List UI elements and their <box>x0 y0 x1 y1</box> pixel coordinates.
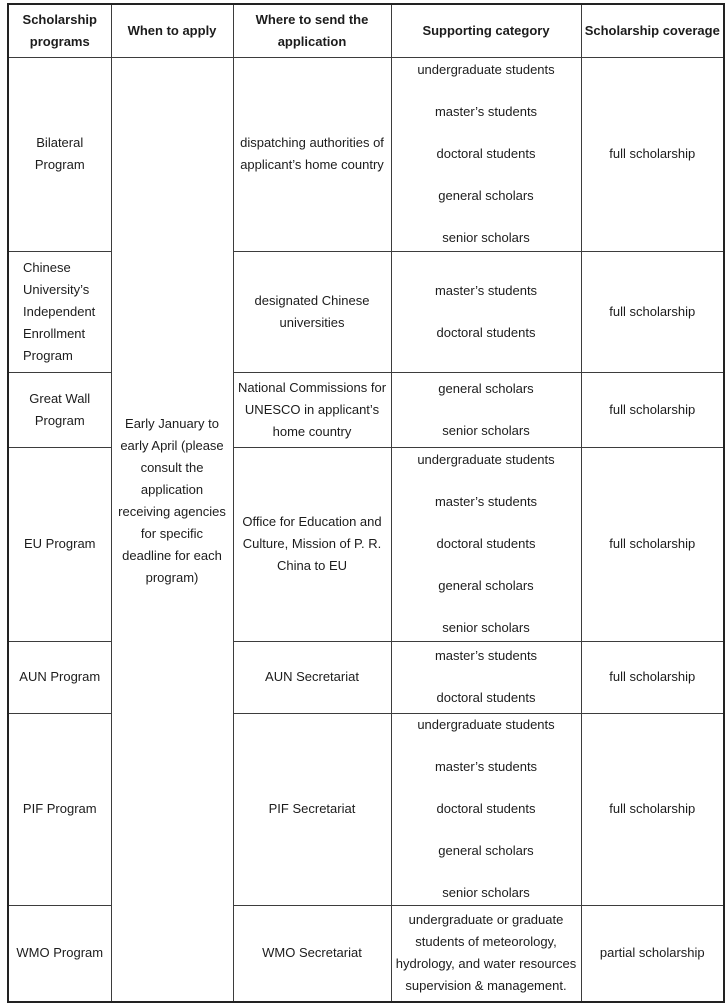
category-text-line: students of meteorology, <box>415 934 557 950</box>
cell-coverage-pif <box>581 713 724 905</box>
header-text-line: application <box>277 33 347 49</box>
cell-categories-pif <box>391 713 581 905</box>
cell-coverage-aun <box>581 641 724 713</box>
where-text-line: dispatching authorities of <box>240 135 384 150</box>
where-text-line: AUN Secretariat <box>265 669 359 684</box>
program-name-line: Independent <box>23 303 96 319</box>
category-list <box>392 58 581 250</box>
when-text-line: deadline for each <box>122 548 222 564</box>
cell-program-wmo <box>8 905 111 1002</box>
program-name-line: Bilateral <box>36 135 84 150</box>
where-text-line: designated Chinese <box>254 292 370 308</box>
category-text-line: undergraduate or graduate <box>408 912 564 928</box>
cell-program-bilateral <box>8 57 111 251</box>
table-row-bilateral <box>8 57 724 251</box>
category-item: doctoral students <box>436 324 536 340</box>
when-text-line: program) <box>145 570 199 586</box>
cell-program-chinese-university <box>8 251 111 372</box>
category-item: master’s students <box>434 648 538 663</box>
cell-where-pif <box>233 713 391 905</box>
where-text-line: Office for Education and <box>242 514 382 529</box>
category-paragraph <box>392 906 581 1001</box>
when-text-line: application <box>140 482 204 498</box>
coverage-text: partial scholarship <box>599 945 705 961</box>
cell-where-chinese-university <box>233 251 391 372</box>
scholarship-programs-table <box>7 3 725 1003</box>
cell-coverage-chinese-university <box>581 251 724 372</box>
when-text-line: for specific <box>140 526 204 542</box>
where-text-line: home country <box>272 423 352 439</box>
where-text-line: PIF Secretariat <box>268 801 356 816</box>
coverage-text: full scholarship <box>609 669 696 684</box>
category-item: senior scholars <box>442 422 530 438</box>
program-name-line: AUN Program <box>19 669 101 684</box>
where-text-line: applicant’s home country <box>240 157 384 172</box>
header-text-line: Scholarship <box>22 11 97 27</box>
header-text-line: When to apply <box>127 22 217 38</box>
category-item: general scholars <box>438 380 534 396</box>
coverage-text: full scholarship <box>609 536 696 551</box>
cell-categories-bilateral <box>391 57 581 251</box>
cell-where-aun <box>233 641 391 713</box>
category-item: master’s students <box>434 494 538 509</box>
cell-where-eu <box>233 447 391 641</box>
header-text-line: Scholarship coverage <box>584 22 720 38</box>
category-item: master’s students <box>434 759 538 774</box>
category-item: doctoral students <box>436 146 536 161</box>
category-item: general scholars <box>438 188 534 203</box>
cell-categories-great-wall <box>391 372 581 447</box>
cell-program-eu <box>8 447 111 641</box>
cell-coverage-bilateral <box>581 57 724 251</box>
coverage-text: full scholarship <box>609 146 696 161</box>
when-text-line: receiving agencies <box>118 504 226 520</box>
cell-where-great-wall <box>233 372 391 447</box>
category-list <box>392 642 581 712</box>
category-item: senior scholars <box>442 230 530 245</box>
category-list <box>392 448 581 640</box>
category-list <box>392 373 581 446</box>
category-item: undergraduate students <box>417 717 555 732</box>
where-text-line: China to EU <box>276 558 348 573</box>
program-name-line: Chinese <box>23 259 71 275</box>
category-text-line: supervision & management. <box>405 978 567 994</box>
program-name-line: EU Program <box>23 536 96 551</box>
where-text-line: National Commissions for <box>237 379 387 395</box>
cell-categories-wmo <box>391 905 581 1002</box>
category-item: senior scholars <box>442 885 530 900</box>
category-item: doctoral students <box>436 690 536 705</box>
program-name-line: Great Wall <box>29 390 91 406</box>
cell-program-great-wall <box>8 372 111 447</box>
program-name-line: PIF Program <box>22 801 97 816</box>
category-item: doctoral students <box>436 536 536 551</box>
cell-coverage-wmo <box>581 905 724 1002</box>
header-text-line: programs <box>29 33 90 49</box>
cell-program-pif <box>8 713 111 905</box>
category-item: general scholars <box>438 843 534 858</box>
cell-categories-eu <box>391 447 581 641</box>
program-name-line: University’s <box>23 281 90 297</box>
cell-where-wmo <box>233 905 391 1002</box>
cell-categories-chinese-university <box>391 251 581 372</box>
where-text-line: WMO Secretariat <box>262 945 362 961</box>
category-list <box>392 252 581 371</box>
coverage-text: full scholarship <box>609 401 696 417</box>
category-item: master’s students <box>434 104 538 119</box>
category-item: general scholars <box>438 578 534 593</box>
coverage-text: full scholarship <box>609 303 696 319</box>
category-list <box>392 714 581 904</box>
coverage-text: full scholarship <box>609 801 696 816</box>
cell-where-bilateral <box>233 57 391 251</box>
header-row <box>8 4 724 57</box>
cell-categories-aun <box>391 641 581 713</box>
header-cell-scholarship-coverage <box>581 4 724 57</box>
category-item: master’s students <box>434 282 538 298</box>
program-name-line: Program <box>23 347 73 363</box>
header-text-line: Supporting category <box>422 22 550 38</box>
header-cell-supporting-category <box>391 4 581 57</box>
when-to-apply-text <box>112 59 233 999</box>
where-text-line: universities <box>279 314 345 330</box>
cell-coverage-eu <box>581 447 724 641</box>
header-cell-where-to-send <box>233 4 391 57</box>
program-name-line: WMO Program <box>16 945 104 961</box>
cell-when-to-apply-merged <box>111 57 233 1002</box>
where-text-line: UNESCO in applicant’s <box>244 401 380 417</box>
when-text-line: consult the <box>140 460 204 476</box>
header-cell-when-to-apply <box>111 4 233 57</box>
when-text-line: early April (please <box>120 438 224 454</box>
cell-coverage-great-wall <box>581 372 724 447</box>
cell-program-aun <box>8 641 111 713</box>
category-item: undergraduate students <box>417 452 555 467</box>
header-text-line: Where to send the <box>255 11 369 27</box>
where-text-line: Culture, Mission of P. R. <box>242 536 382 551</box>
program-name-line: Enrollment <box>23 325 86 341</box>
when-text-line: Early January to <box>125 416 219 432</box>
program-name-line: Program <box>34 412 85 428</box>
category-item: undergraduate students <box>417 62 555 77</box>
program-name-line: Program <box>34 157 85 172</box>
category-item: senior scholars <box>442 620 530 635</box>
header-cell-scholarship-programs <box>8 4 111 57</box>
category-text-line: hydrology, and water resources <box>395 956 577 972</box>
category-item: doctoral students <box>436 801 536 816</box>
